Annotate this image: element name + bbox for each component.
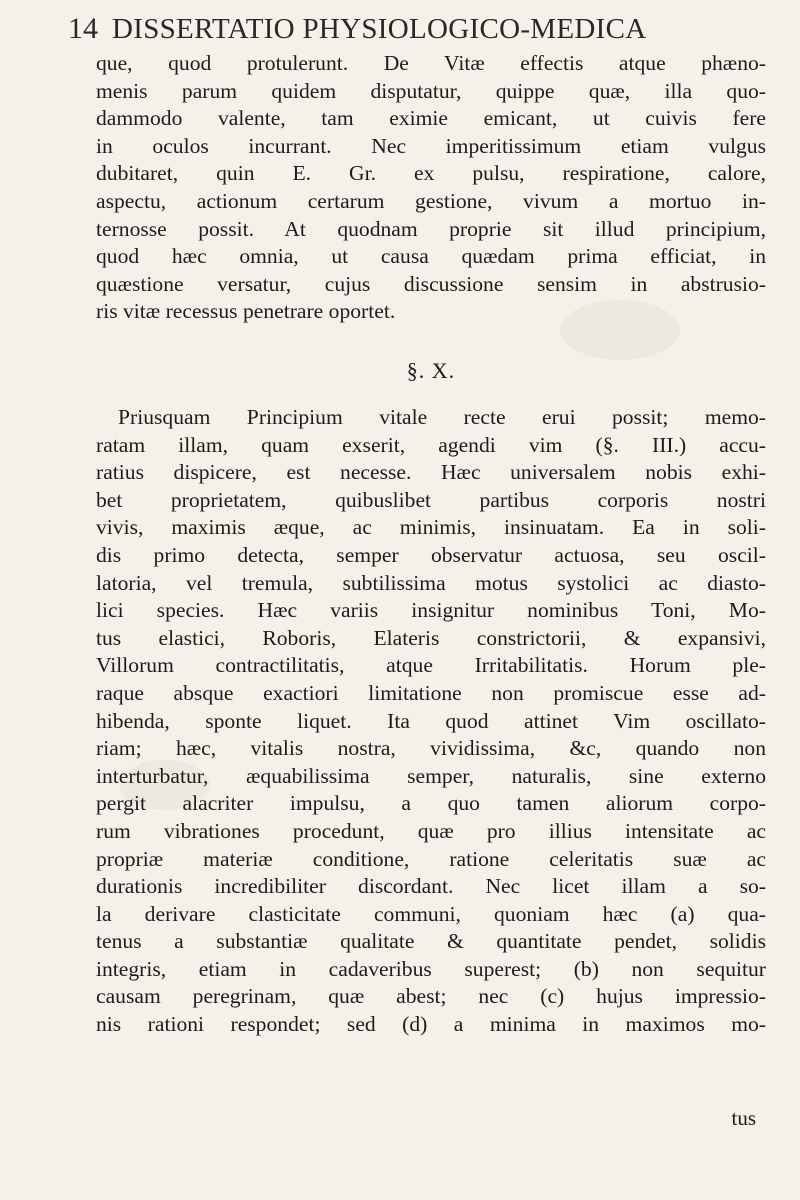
text-line: bet proprietatem, quibuslibet partibus corporis nostri (96, 487, 766, 512)
text-line: ratius dispicere, est necesse. Hæc universalem nobis exhi- (96, 460, 766, 485)
text-line: rum vibrationes procedunt, quæ pro illius intensitate ac (96, 818, 766, 843)
text-line: la derivare clasticitate communi, quoniam hæc (a) qua- (96, 901, 766, 926)
text-line: vivis, maximis æque, ac minimis, insinuatam. Ea in soli- (96, 515, 766, 540)
text-line: dis primo detecta, semper observatur actuosa, seu oscil- (96, 542, 766, 567)
text-line: lici species. Hæc variis insignitur nominibus Toni, Mo- (96, 598, 766, 623)
text-line: riam; hæc, vitalis nostra, vividissima, &c, quando non (96, 736, 766, 761)
text-line: causam peregrinam, quæ abest; nec (c) hujus impressio- (96, 984, 766, 1009)
text-line: aspectu, actionum certarum gestione, vivum a mortuo in- (96, 188, 766, 213)
section-heading: §. X. (406, 358, 456, 383)
text-line: Villorum contractilitatis, atque Irritabilitatis. Horum ple- (96, 653, 766, 678)
text-line: raque absque exactiori limitatione non promiscue esse ad- (96, 680, 766, 705)
paragraph-1 (96, 50, 766, 326)
text-line: integris, etiam in cadaveribus superest; (b) non sequitur (96, 956, 766, 981)
page-number: 14 (68, 12, 98, 45)
running-head: DISSERTATIO PHYSIOLOGICO-MEDICA (112, 13, 647, 45)
text-line: pergit alacriter impulsu, a quo tamen aliorum corpo- (96, 791, 766, 816)
text-line: durationis incredibiliter discordant. Nec licet illam a so- (96, 874, 766, 899)
text-line: dubitaret, quin E. Gr. ex pulsu, respiratione, calore, (96, 161, 766, 186)
text-line: ris vitæ recessus penetrare oportet. (96, 299, 396, 324)
text-line: dammodo valente, tam eximie emicant, ut cuivis fere (96, 106, 766, 131)
text-line: hibenda, sponte liquet. Ita quod attinet Vim oscillato- (96, 708, 766, 733)
catchword: tus (731, 1106, 756, 1130)
text-line: menis parum quidem disputatur, quippe quæ, illa quo- (96, 78, 766, 103)
text-line: in oculos incurrant. Nec imperitissimum etiam vulgus (96, 133, 766, 158)
text-line: ratam illam, quam exserit, agendi vim (§. III.) accu- (96, 432, 766, 457)
text-line: Priusquam Principium vitale recte erui possit; memo- (118, 405, 766, 429)
text-line: ternosse possit. At quodnam proprie sit illud principium, (96, 216, 766, 241)
text-line: latoria, vel tremula, subtilissima motus systolici ac diasto- (96, 570, 766, 595)
text-line: propriæ materiæ conditione, ratione celeritatis suæ ac (96, 846, 766, 871)
text-line: tus elastici, Roboris, Elateris constrictorii, & expansivi, (96, 625, 766, 650)
text-line: quod hæc omnia, ut causa quædam prima efficiat, in (96, 244, 766, 269)
text-line: que, quod protulerunt. De Vitæ effectis atque phæno- (96, 51, 766, 75)
text-line: nis rationi respondet; sed (d) a minima in maximos mo- (96, 1012, 766, 1037)
text-line: interturbatur, æquabilissima semper, naturalis, sine externo (96, 763, 766, 788)
text-line: quæstione versatur, cujus discussione sensim in abstrusio- (96, 271, 766, 296)
text-line: tenus a substantiæ qualitate & quantitate pendet, solidis (96, 929, 766, 954)
paragraph-2 (96, 404, 766, 1039)
